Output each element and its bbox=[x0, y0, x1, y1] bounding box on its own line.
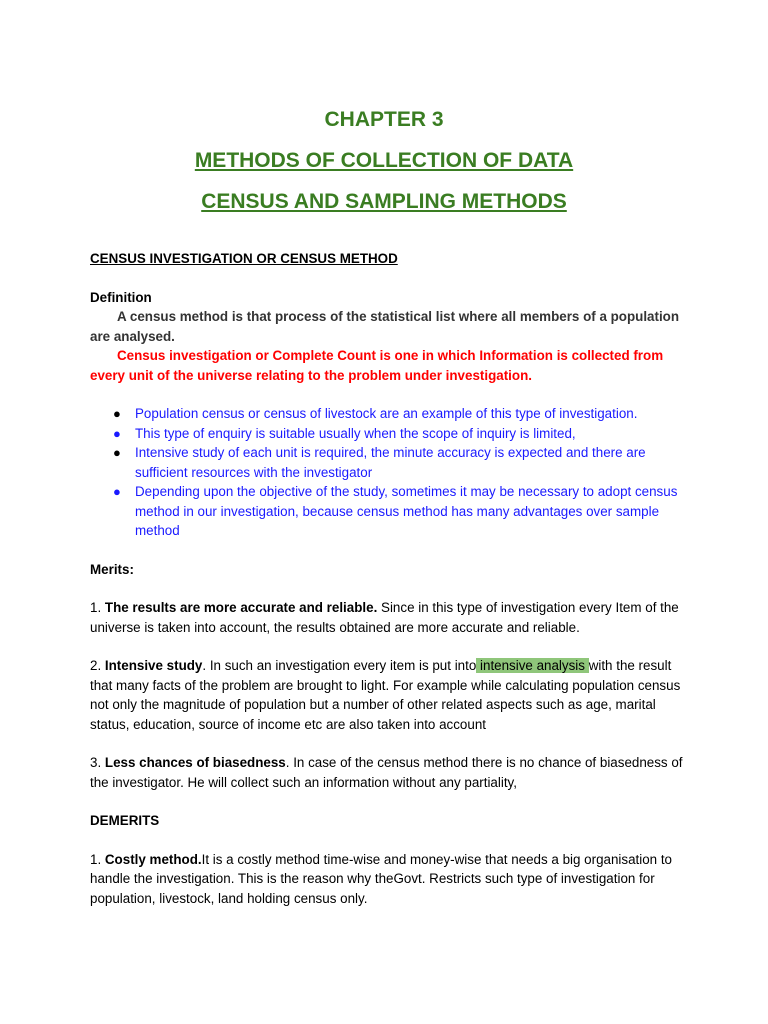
definition-label: Definition bbox=[90, 289, 152, 305]
list-item: ● This type of enquiry is suitable usually when the scope of inquiry is limited, bbox=[135, 424, 690, 444]
merit-item-1: 1. The results are more accurate and reliable. Since in this type of investigation every Item of the universe is taken into account, the results obtained are more accurate and reliable. bbox=[90, 600, 679, 635]
chapter-title: CHAPTER 3 bbox=[324, 108, 444, 131]
merit-item-2: 2. Intensive study. In such an investigation every item is put into intensive analysis with the result that many facts of the problem are brought to light. For example while calculating population census not only the magnitude of population but a number of other related aspects such as age, marital status, education, source of income etc are also taken into account bbox=[90, 658, 681, 732]
bullet-list bbox=[90, 404, 690, 541]
document-body bbox=[90, 249, 690, 908]
definition-text: A census method is that process of the statistical list where all members of a population are analysed. bbox=[90, 309, 680, 344]
merits-heading: Merits: bbox=[90, 561, 134, 577]
section-heading-census: CENSUS INVESTIGATION OR CENSUS METHOD bbox=[90, 251, 398, 266]
list-item: ● Intensive study of each unit is required, the minute accuracy is expected and there are sufficient resources with the investigator bbox=[113, 445, 646, 480]
highlighted-text: intensive analysis bbox=[476, 658, 589, 673]
bullet-icon: ● bbox=[113, 425, 121, 441]
demerits-heading: DEMERITS bbox=[90, 813, 160, 828]
main-title: METHODS OF COLLECTION OF DATA bbox=[194, 149, 574, 172]
list-item: ● Depending upon the objective of the study, sometimes it may be necessary to adopt census method in our investigation, because census method has many advantages over sample method bbox=[113, 484, 678, 538]
bullet-icon: ● bbox=[113, 484, 121, 499]
bullet-icon: ● bbox=[113, 406, 121, 421]
subtitle: CENSUS AND SAMPLING METHODS bbox=[201, 190, 567, 213]
title-block bbox=[0, 106, 768, 229]
list-item: ● Population census or census of livestock are an example of this type of investigation. bbox=[135, 404, 690, 424]
bullet-icon: ● bbox=[113, 445, 121, 460]
definition-red-text: Census investigation or Complete Count is one in which Information is collected from every unit of the universe relating to the problem under investigation. bbox=[90, 348, 664, 383]
merit-item-3: 3. Less chances of biasedness. In case of the census method there is no chance of biasedness of the investigator. He will collect such an information without any partiality, bbox=[90, 755, 683, 790]
demerit-item-1: 1. Costly method.It is a costly method time-wise and money-wise that needs a big organisation to handle the investigation. This is the reason why theGovt. Restricts such type of investigation for population, livestock, land holding census only. bbox=[90, 851, 673, 906]
